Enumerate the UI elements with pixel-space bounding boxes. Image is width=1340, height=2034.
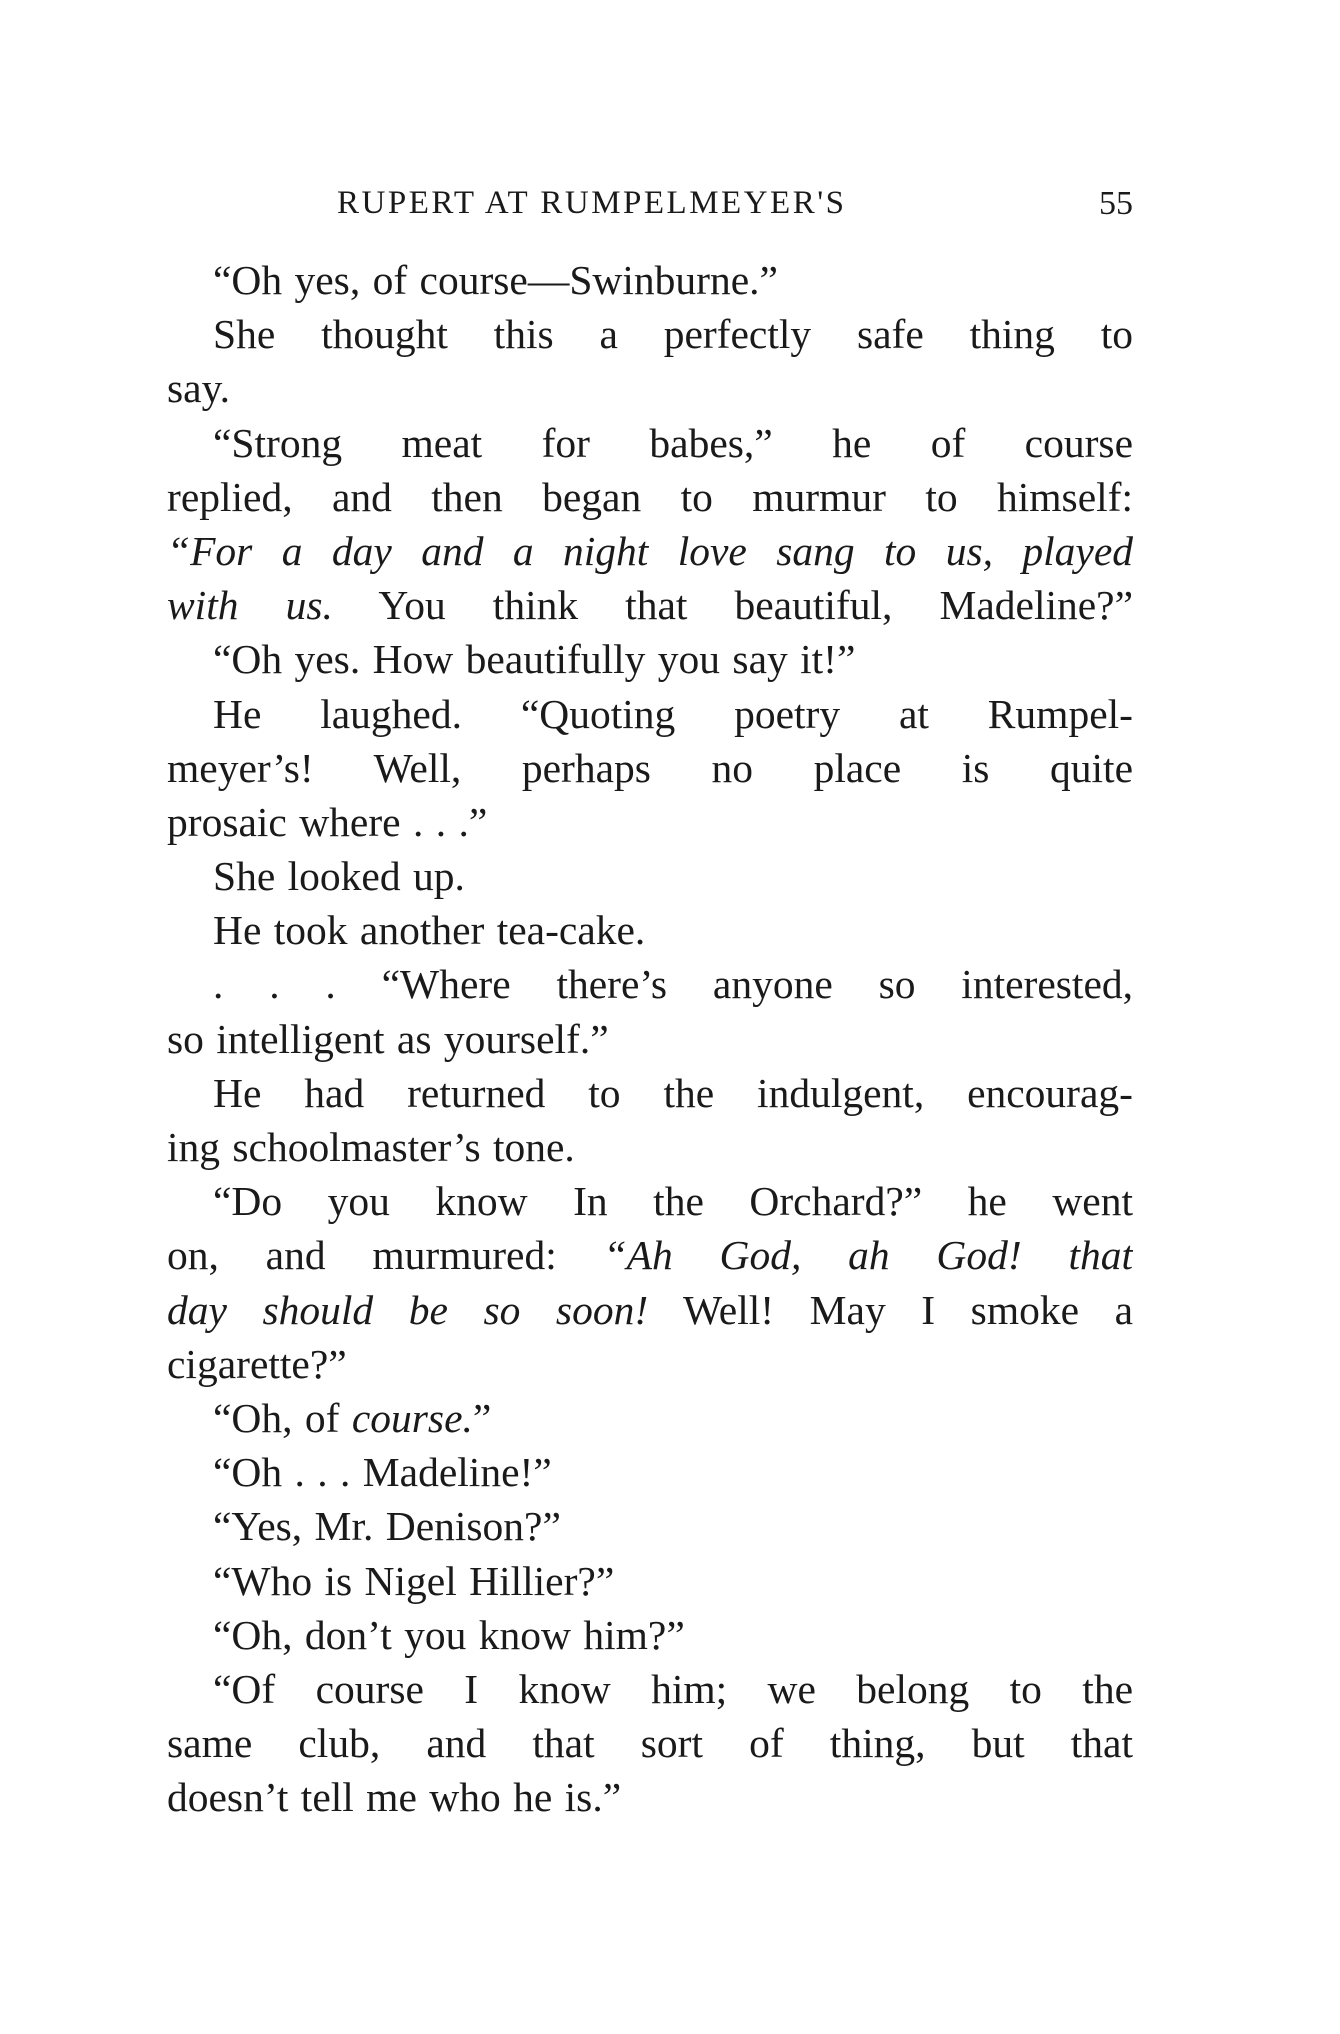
text-segment: He took another tea-cake. — [213, 907, 646, 954]
text-line — [167, 1445, 1133, 1499]
text-line — [167, 524, 1133, 578]
text-line — [167, 1499, 1133, 1553]
text-line — [167, 253, 1133, 307]
book-page — [167, 185, 1133, 1824]
text-line — [167, 1662, 1133, 1716]
text-segment: She thought this a perfectly safe thing to — [213, 311, 1133, 358]
text-line — [167, 1337, 1133, 1391]
text-line — [167, 1120, 1133, 1174]
text-segment: He laughed. “Quoting poetry at Rumpel- — [213, 690, 1133, 737]
text-segment: on, and murmured: — [167, 1232, 604, 1279]
text-segment: “Oh . . . Madeline!” — [213, 1449, 552, 1496]
text-segment: replied, and then began to murmur to himself: — [167, 473, 1133, 520]
running-head-title: RUPERT AT RUMPELMEYER'S — [337, 185, 847, 221]
text-line — [167, 307, 1133, 361]
text-segment: “Oh, don’t you know him?” — [213, 1611, 685, 1658]
text-line — [167, 849, 1133, 903]
text-line — [167, 632, 1133, 686]
text-segment: He had returned to the indulgent, encourag- — [213, 1069, 1133, 1116]
text-line — [167, 1554, 1133, 1608]
text-segment: Well! May I smoke a — [648, 1286, 1133, 1333]
text-line — [167, 687, 1133, 741]
text-segment: “Oh, of — [213, 1394, 352, 1441]
text-line — [167, 361, 1133, 415]
text-segment: She looked up. — [213, 853, 465, 900]
text-line — [167, 1228, 1133, 1282]
italic-text: with us. — [167, 582, 333, 629]
italic-text: “Ah God, ah God! that — [603, 1232, 1133, 1279]
text-line — [167, 795, 1133, 849]
text-segment: “Do you know In the Orchard?” he went — [213, 1178, 1133, 1225]
text-segment: . . . “Where there’s anyone so interested, — [213, 961, 1133, 1008]
text-line — [167, 1770, 1133, 1824]
text-segment: “Oh yes, of course—Swinburne.” — [213, 257, 778, 303]
text-segment: say. — [167, 365, 230, 412]
italic-text: day should be so soon! — [167, 1286, 649, 1333]
text-segment: ” — [472, 1394, 492, 1441]
running-head — [167, 185, 1133, 245]
page-number: 55 — [1099, 185, 1133, 222]
text-line — [167, 416, 1133, 470]
text-segment: doesn’t tell me who he is.” — [167, 1774, 622, 1821]
italic-text: course. — [351, 1394, 473, 1441]
text-segment: “Strong meat for babes,” he of course — [213, 419, 1133, 466]
text-segment: meyer’s! Well, perhaps no place is quite — [167, 744, 1133, 791]
text-line — [167, 903, 1133, 957]
text-line — [167, 741, 1133, 795]
text-line — [167, 1608, 1133, 1662]
text-line — [167, 470, 1133, 524]
text-line — [167, 1066, 1133, 1120]
text-segment: same club, and that sort of thing, but that — [167, 1720, 1133, 1767]
text-segment: “Yes, Mr. Denison?” — [213, 1503, 561, 1550]
text-segment: prosaic where . . .” — [167, 798, 488, 845]
text-line — [167, 1283, 1133, 1337]
text-segment: “Who is Nigel Hillier?” — [213, 1557, 615, 1604]
text-line — [167, 957, 1133, 1011]
text-segment: so intelligent as yourself.” — [167, 1015, 609, 1062]
text-segment: “Oh yes. How beautifully you say it!” — [213, 636, 856, 683]
text-segment: “Of course I know him; we belong to the — [213, 1665, 1133, 1712]
text-line — [167, 1174, 1133, 1228]
text-segment: You think that beautiful, Madeline?” — [332, 582, 1133, 629]
text-line — [167, 1012, 1133, 1066]
text-line — [167, 1716, 1133, 1770]
text-line — [167, 578, 1133, 632]
text-line — [167, 1391, 1133, 1445]
italic-text: “For a day and a night love sang to us, played — [167, 527, 1133, 574]
text-segment: cigarette?” — [167, 1340, 347, 1387]
body-text — [167, 253, 1133, 1824]
text-segment: ing schoolmaster’s tone. — [167, 1124, 575, 1170]
